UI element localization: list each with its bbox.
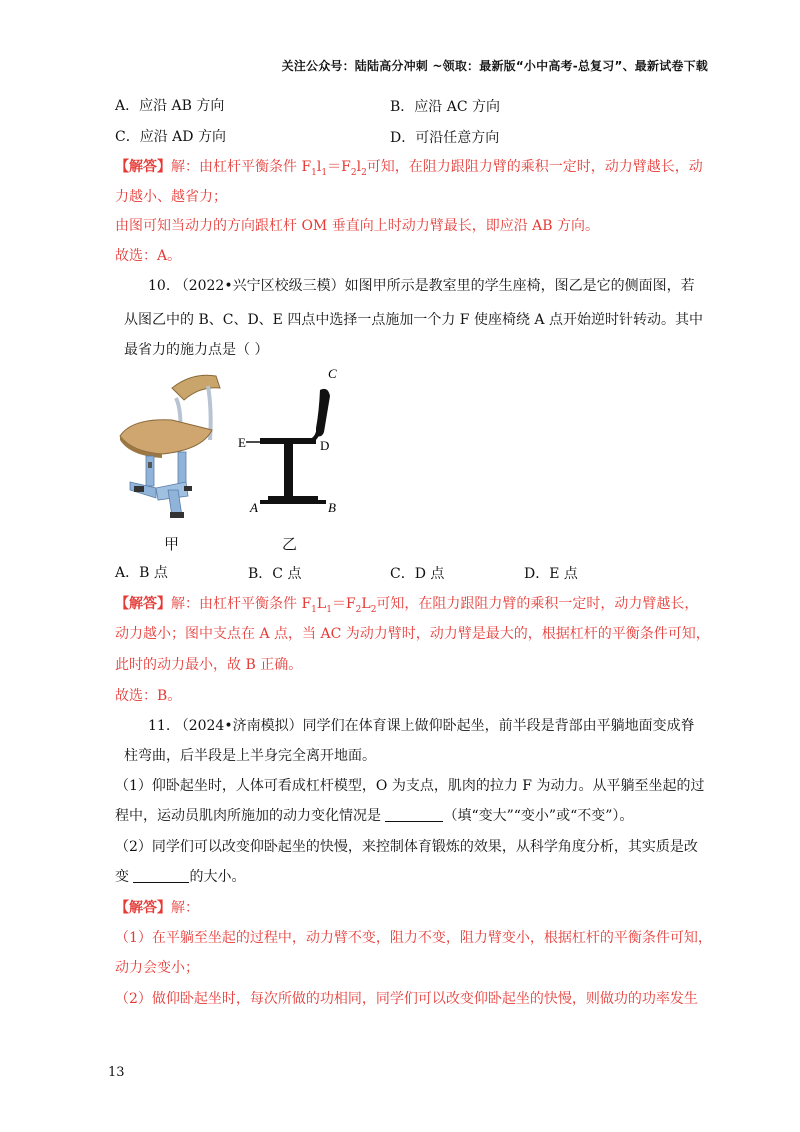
answer-blank[interactable] [133,868,189,883]
q9-result: 故选：A。 [115,248,182,264]
q10-option-c: C．D 点 [390,566,445,582]
q11-part1-line2: 程中，运动员肌肉所施加的动力变化情况是 （填“变大”“变小”或“不变”）。 [115,808,634,824]
point-label-d: D [320,438,330,453]
figure-yi-side-view [236,362,356,522]
q9-option-b: B．应沿 AC 方向 [390,99,501,115]
page-header: 关注公众号：陆陆高分冲刺 ~领取：最新版“小中高考-总复习”、最新试卷下载 [281,59,708,73]
q11-answer2-line1: （2）做仰卧起坐时，每次所做的功相同，同学们可以改变仰卧起坐的快慢，则做功的功率发生 [115,991,698,1007]
q10-answer-line3: 此时的动力最小，故 B 正确。 [115,657,303,673]
answer-tag: 【解答】 [115,900,171,916]
q10-stem-line2: 从图乙中的 B、C、D、E 四点中选择一点施加一个力 F 使座椅绕 A 点开始逆时针转动。其中 [124,312,703,328]
q11-stem-line1: 11. （2024•济南模拟）同学们在体育课上做仰卧起坐，前半段是背部由平躺地面变成脊 [148,718,695,734]
q11-part2-line1: （2）同学们可以改变仰卧起坐的快慢，来控制体育锻炼的效果，从科学角度分析，其实质是改 [115,839,698,855]
q9-answer-line2: 力越小、越省力； [115,189,227,205]
q11-answer1-line2: 动力会变小； [115,960,199,976]
q10-option-b: B．C 点 [248,566,302,582]
q10-answer-line2: 动力越小；图中支点在 A 点，当 AC 为动力臂时，动力臂是最大的，根据杠杆的平衡条件可知， [115,626,710,642]
figure-label-jia: 甲 [164,535,180,553]
q9-option-d: D．可沿任意方向 [390,130,500,146]
q9-answer-line3: 由图可知当动力的方向跟杠杆 OM 垂直向上时动力臂最长，即应沿 AB 方向。 [115,218,600,234]
q10-answer-line1: 【解答】解：由杠杆平衡条件 $F_1L_1=F_2L_2$可知，在阻力跟阻力臂的乘积一定时，动力臂越长， [115,596,699,615]
point-label-c: C [328,366,337,381]
point-label-b: B [328,500,336,515]
page-number: 13 [108,1065,125,1080]
figure-label-yi: 乙 [282,535,298,553]
point-label-e: E [238,435,246,450]
q10-option-a: A．B 点 [115,565,168,581]
figure-jia-chair [112,370,224,520]
q11-stem-line2: 柱弯曲，后半段是上半身完全离开地面。 [124,748,376,764]
q11-part1-line1: （1）仰卧起坐时，人体可看成杠杆模型，O 为支点，肌肉的拉力 F 为动力。从平躺至坐起的过 [115,778,705,794]
point-label-a: A [250,500,258,515]
q11-answer-head: 【解答】解： [115,900,199,916]
q9-answer-line1: 【解答】解：由杠杆平衡条件 $F_1l_1=F_2l_2$可知，在阻力跟阻力臂的乘积一定时，动力臂越长，动 [115,159,703,178]
q10-stem-line3: 最省力的施力点是（ ） [124,342,269,358]
answer-blank[interactable] [385,807,443,822]
q11-answer1-line1: （1）在平躺至坐起的过程中，动力臂不变，阻力不变，阻力臂变小，根据杠杆的平衡条件可知， [115,930,712,946]
q10-result: 故选：B。 [115,688,182,704]
q10-option-d: D．E 点 [524,566,578,582]
q10-stem-line1: 10. （2022•兴宁区校级三模）如图甲所示是教室里的学生座椅，图乙是它的侧面图，若 [148,278,695,294]
q11-part2-line2: 变 的大小。 [115,869,246,885]
q9-option-c: C．应沿 AD 方向 [115,129,226,145]
q9-option-a: A．应沿 AB 方向 [115,98,225,114]
answer-tag: 【解答】 [115,159,171,175]
answer-tag: 【解答】 [115,596,171,612]
